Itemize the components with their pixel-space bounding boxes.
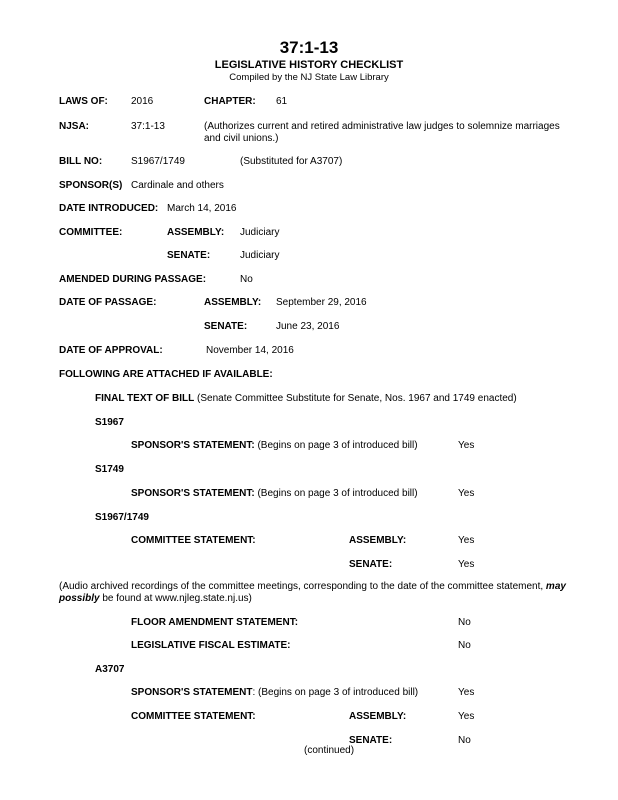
a3707-sponsor-note: : (Begins on page 3 of introduced bill) [252,687,419,698]
a3707-sponsor-label: SPONSOR'S STATEMENT [131,687,253,698]
s1967-1749-bill-label: S1967/1749 [95,512,149,523]
continued-note: (continued) [304,745,355,756]
a3707-sponsor-value: Yes [458,687,475,698]
document-title: LEGISLATIVE HISTORY CHECKLIST [214,59,404,71]
s1967-1749-assembly-value: Yes [458,535,475,546]
attached-heading: FOLLOWING ARE ATTACHED IF AVAILABLE: [59,369,273,380]
fiscal-estimate-label: LEGISLATIVE FISCAL ESTIMATE: [131,640,291,651]
njsa-value: 37:1-13 [131,121,165,132]
committee-assembly-value: Judiciary [240,227,280,238]
passage-senate-label: SENATE: [204,321,248,332]
s1749-sponsor-value: Yes [458,488,475,499]
njsa-description: (Authorizes current and retired administrative law judges to solemnize marriages and civil unions.) [204,121,560,144]
bill-no-value: S1967/1749 [131,156,185,167]
final-text-row [95,393,517,405]
laws-of-label: LAWS OF: [59,96,108,107]
committee-label: COMMITTEE: [59,227,123,238]
date-of-approval-label: DATE OF APPROVAL: [59,345,163,356]
a3707-assembly-value: Yes [458,711,475,722]
passage-assembly-label: ASSEMBLY: [204,297,262,308]
s1749-sponsor-row [131,488,418,500]
final-text-label: FINAL TEXT OF BILL [95,393,195,404]
date-of-passage-label: DATE OF PASSAGE: [59,297,157,308]
amended-value: No [240,274,253,285]
a3707-sponsor-row [131,687,418,699]
fiscal-estimate-value: No [458,640,471,651]
a3707-bill-label: A3707 [95,664,125,675]
chapter-label: CHAPTER: [204,96,256,107]
laws-of-value: 2016 [131,96,154,107]
s1967-sponsor-label: SPONSOR'S STATEMENT: [131,440,255,451]
sponsors-value: Cardinale and others [131,180,224,191]
s1967-1749-assembly-label: ASSEMBLY: [349,535,407,546]
a3707-senate-label: SENATE: [349,735,393,746]
s1749-sponsor-label: SPONSOR'S STATEMENT: [131,488,255,499]
audio-note [59,581,589,605]
s1749-bill-label: S1749 [95,464,124,475]
passage-senate-value: June 23, 2016 [276,321,340,332]
date-introduced-label: DATE INTRODUCED: [59,203,159,214]
passage-assembly-value: September 29, 2016 [276,297,367,308]
s1967-sponsor-value: Yes [458,440,475,451]
citation-heading: 37:1-13 [279,38,339,57]
bill-no-label: BILL NO: [59,156,103,167]
s1967-1749-senate-value: Yes [458,559,475,570]
date-introduced-value: March 14, 2016 [167,203,237,214]
committee-senate-value: Judiciary [240,250,280,261]
a3707-assembly-label: ASSEMBLY: [349,711,407,722]
date-of-approval-value: November 14, 2016 [206,345,294,356]
floor-amendment-label: FLOOR AMENDMENT STATEMENT: [131,617,299,628]
floor-amendment-value: No [458,617,471,628]
committee-assembly-label: ASSEMBLY: [167,227,225,238]
audio-note-emphasis: may possibly [59,581,566,604]
njsa-label: NJSA: [59,121,90,132]
s1967-sponsor-note: (Begins on page 3 of introduced bill) [257,440,418,451]
document-subtitle: Compiled by the NJ State Law Library [229,72,389,83]
audio-note-part1: (Audio archived recordings of the committee meetings, corresponding to the date of the committee statement, [59,581,546,592]
s1967-sponsor-row [131,440,418,452]
a3707-senate-value: No [458,735,471,746]
chapter-value: 61 [276,96,288,107]
final-text-value: (Senate Committee Substitute for Senate, Nos. 1967 and 1749 enacted) [197,393,517,404]
bill-no-note: (Substituted for A3707) [240,156,343,167]
s1967-1749-senate-label: SENATE: [349,559,393,570]
committee-senate-label: SENATE: [167,250,211,261]
audio-note-part2: be found at www.njleg.state.nj.us) [99,593,252,604]
s1749-sponsor-note: (Begins on page 3 of introduced bill) [257,488,418,499]
amended-label: AMENDED DURING PASSAGE: [59,274,207,285]
s1967-bill-label: S1967 [95,417,124,428]
s1967-1749-committee-label: COMMITTEE STATEMENT: [131,535,256,546]
a3707-committee-label: COMMITTEE STATEMENT: [131,711,256,722]
sponsors-label: SPONSOR(S) [59,180,123,191]
